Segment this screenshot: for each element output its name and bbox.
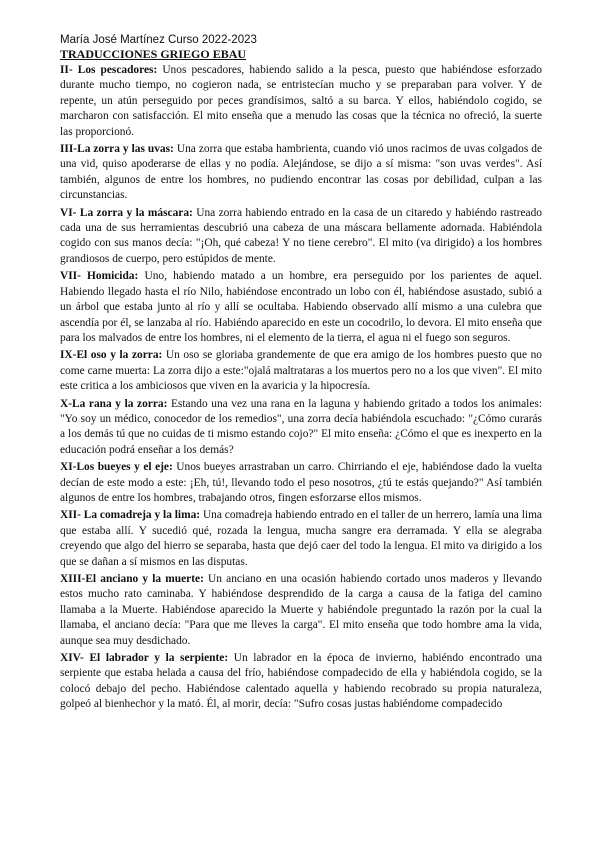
fable-heading: XIV- El labrador y la serpiente: bbox=[60, 652, 229, 665]
fable-text: Una comadreja habiendo entrado en el taller de un herrero, lamía una lima que estaba allí. Y sucedió qué, rozada la lengua, mucha sangre era derramada. Y ella se alegraba creyendo que algo del hierro se separaba, hasta que dejó caer del todo la lengua. El mito va dirigido a los que se dañan a sí mismos en las disputas. bbox=[60, 509, 542, 568]
author-course-header: María José Martínez Curso 2022-2023 bbox=[60, 34, 257, 46]
fable-text: Uno, habiendo matado a un hombre, era perseguido por los parientes de aquel. Habiendo llegado hasta el río Nilo, habiéndose encontrado un lobo con él, habiéndose asustado, subió a un árbol que estaba junto al río y allí se ocultaba. Habiendo observado allí mismo a una culebra que ascendía por él, se lanzaba al río. Habiéndo aparecido en este un cocodrilo, lo devora. El mito enseña que para los malvados de entre los hombres, ni el elemento de la tierra, el agua ni el fuego son seguros. bbox=[60, 270, 542, 344]
fable-heading: XI-Los bueyes y el eje: bbox=[60, 461, 173, 474]
fable-13 bbox=[60, 572, 542, 649]
fable-3 bbox=[60, 142, 542, 204]
fable-14 bbox=[60, 651, 542, 713]
fable-text: Un labrador en la época de invierno, habiéndo encontrado una serpiente que estaba helada a causa del frío, habiéndose compadecido de ella y habiéndola cogido, se la colocó debajo del pecho. Habiéndose calentado aquella y habiendo recobrado su propia naturaleza, golpeó al bienhechor y la mató. Él, al morir, decía: "Sufro cosas justas habiéndome compadecido bbox=[60, 652, 543, 711]
fable-heading: III-La zorra y las uvas: bbox=[60, 143, 174, 156]
fable-6 bbox=[60, 206, 542, 268]
fable-heading: XII- La comadreja y la lima: bbox=[60, 509, 201, 522]
fable-10 bbox=[60, 397, 542, 459]
fable-heading: IX-El oso y la zorra: bbox=[60, 349, 163, 362]
document-page bbox=[60, 34, 542, 715]
fable-11 bbox=[60, 460, 542, 506]
fable-9 bbox=[60, 348, 542, 394]
fable-heading: X-La rana y la zorra: bbox=[60, 397, 168, 410]
fable-text: Una zorra habiendo entrado en la casa de un citaredo y habiéndo rastreado cada una de sus herramientas descubrió una cabeza de una máscara bellamente adornada. Habiéndola cogido con sus manos decía: "¡Oh, qué cabeza! Y no tiene cerebro". El mito (va dirigido) a los hombres grandiosos de cuerpo, pero estúpidos de mente. bbox=[60, 206, 542, 265]
fable-heading: XIII-El anciano y la muerte: bbox=[60, 573, 204, 585]
page-title: TRADUCCIONES GRIEGO EBAU bbox=[60, 47, 247, 61]
fable-text: Unos pescadores, habiendo salido a la pesca, puesto que habiéndose esforzado durante mucho tiempo, no cogieron nada, se entristecían mucho y se preparaban para volver. Y de repente, un atún perseguido por peces grandísimos, saltó a su barca. Y ellos, habiéndolo cogido, se marcharon con satisfacción. El mito enseña que a menudo las cosas que la técnica no ofreció, la suerte las proporcionó. bbox=[60, 64, 542, 138]
fable-2 bbox=[60, 63, 542, 140]
fable-heading: VII- Homicida: bbox=[60, 270, 139, 283]
fable-12 bbox=[60, 508, 542, 570]
fable-text: Unos bueyes arrastraban un carro. Chirriando el eje, habiéndose dado la vuelta decían de este modo a este: ¡Eh, tú!, llevando todo el peso nosotros, ¿tú te estás quejando?" Así también algunos de entre los hombres, trabajando otros, fingen esforzarse ellos mismos. bbox=[60, 461, 543, 504]
fable-heading: II- Los pescadores: bbox=[60, 64, 158, 76]
fable-heading: VI- La zorra y la máscara: bbox=[60, 206, 193, 219]
fable-text: Un anciano en una ocasión habiendo cortado unos maderos y llevando estos mucho rato caminaba. Y habiéndose desprendido de la carga a causa de la fatiga del camino llamaba a la Muerte. Habiéndose aparecido la Muerte y habiéndole preguntado la razón por la cual la llamaba, el anciano decía: "Para que me lleves la carga". El mito enseña que todo hombre ama la vida, aunque sea muy desdichado. bbox=[60, 573, 542, 647]
fable-text: Estando una vez una rana en la laguna y habiendo gritado a todos los animales: "Yo soy un médico, conocedor de los remedios", una zorra decía habiéndola escuchado: "¿Cómo curarás a los demás tú que no cuidas de ti mismo estando cojo?" El mito enseña: ¿Cómo el que es inexperto en la educación podrá enseñar a los demás? bbox=[60, 397, 542, 456]
fable-text: Una zorra que estaba hambrienta, cuando vió unos racimos de uvas colgados de una vid, quiso apoderarse de ellas y no podía. Alejándose, se dijo a sí misma: "son uvas verdes". Así también, algunos de entre los hombres, no pudiendo encontrar las cosas por debilidad, culpan a las circunstancias. bbox=[60, 143, 542, 202]
fable-text: Un oso se gloriaba grandemente de que era amigo de los hombres puesto que no come carne muerta: La zorra dijo a este:"ojalá maltrataras a los muertos pero no a los que viven". El mito este critica a los ambiciosos que viven en la avaricia y la hipocresía. bbox=[60, 349, 542, 393]
fable-7 bbox=[60, 269, 542, 346]
